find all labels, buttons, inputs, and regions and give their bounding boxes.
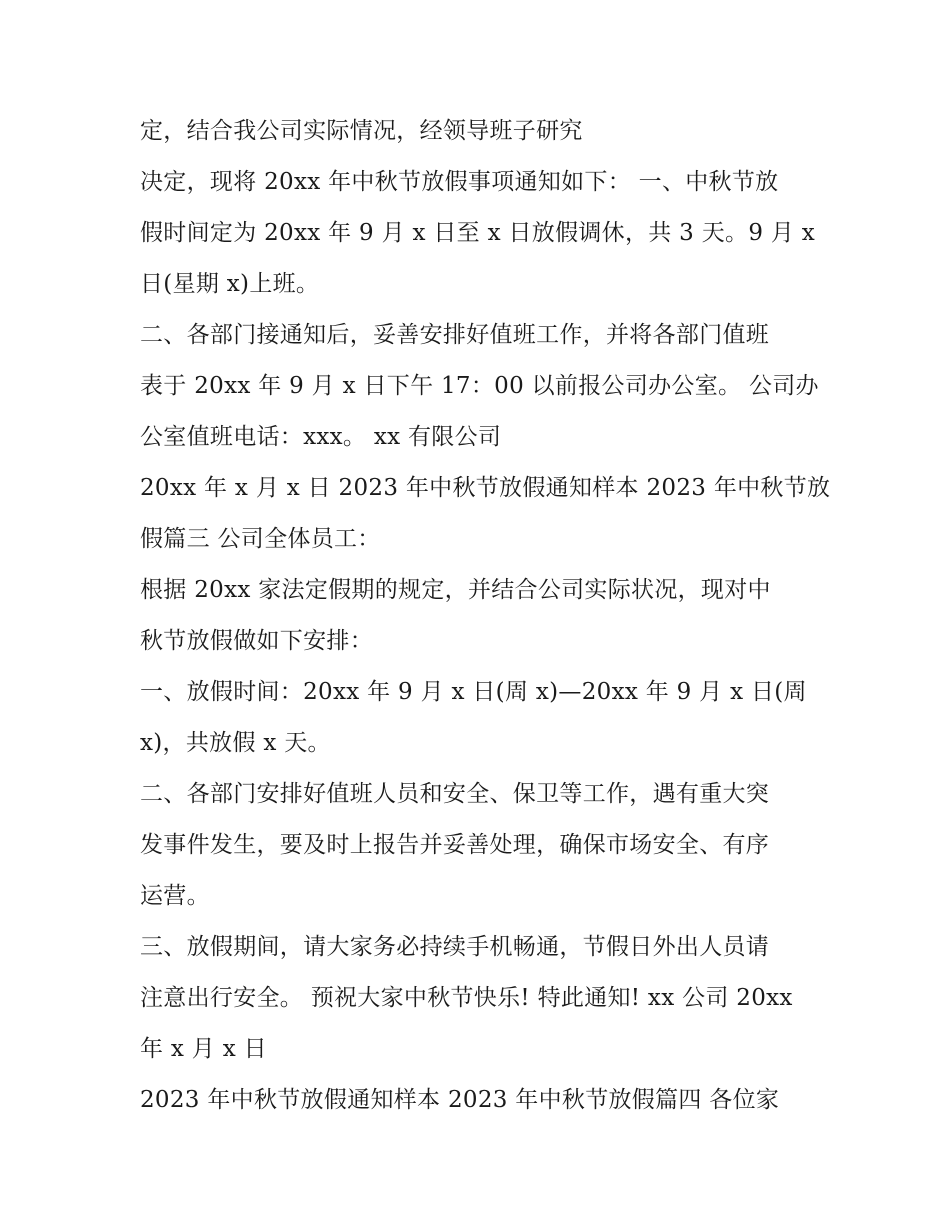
text-line: 发事件发生，要及时上报告并妥善处理，确保市场安全、有序 [140,832,770,858]
text-line: 决定，现将 20xx 年中秋节放假事项通知如下： 一、中秋节放 [140,169,779,195]
text-line: 日(星期 x)上班。 [140,271,320,297]
text-line: x)，共放假 x 天。 [140,730,331,756]
text-line: 二、各部门安排好值班人员和安全、保卫等工作，遇有重大突 [140,781,770,807]
text-line: 三、放假期间，请大家务必持续手机畅通，节假日外出人员请 [140,934,770,960]
text-line: 二、各部门接通知后，妥善安排好值班工作，并将各部门值班 [140,322,770,348]
text-line: 2023 年中秋节放假通知样本 2023 年中秋节放假篇四 各位家 [140,1087,780,1113]
text-line: 注意出行安全。 预祝大家中秋节快乐! 特此通知! xx 公司 20xx [140,985,793,1011]
text-line: 一、放假时间：20xx 年 9 月 x 日(周 x)—20xx 年 9 月 x 日(周 [140,679,807,705]
text-line: 运营。 [140,883,210,909]
text-line: 年 x 月 x 日 [140,1036,267,1062]
text-line: 20xx 年 x 月 x 日 2023 年中秋节放假通知样本 2023 年中秋节放 [140,475,831,501]
text-line: 定，结合我公司实际情况，经领导班子研究 [140,118,583,144]
document-body [140,106,831,1126]
text-line: 根据 20xx 家法定假期的规定，并结合公司实际状况，现对中 [140,577,771,603]
text-line: 公室值班电话：xxx。 xx 有限公司 [140,424,502,450]
text-line: 秋节放假做如下安排： [140,628,373,654]
text-line: 假时间定为 20xx 年 9 月 x 日至 x 日放假调休，共 3 天。9 月 x [140,220,816,246]
text-line: 表于 20xx 年 9 月 x 日下午 17：00 以前报公司办公室。 公司办 [140,373,819,399]
text-line: 假篇三 公司全体员工： [140,526,381,552]
